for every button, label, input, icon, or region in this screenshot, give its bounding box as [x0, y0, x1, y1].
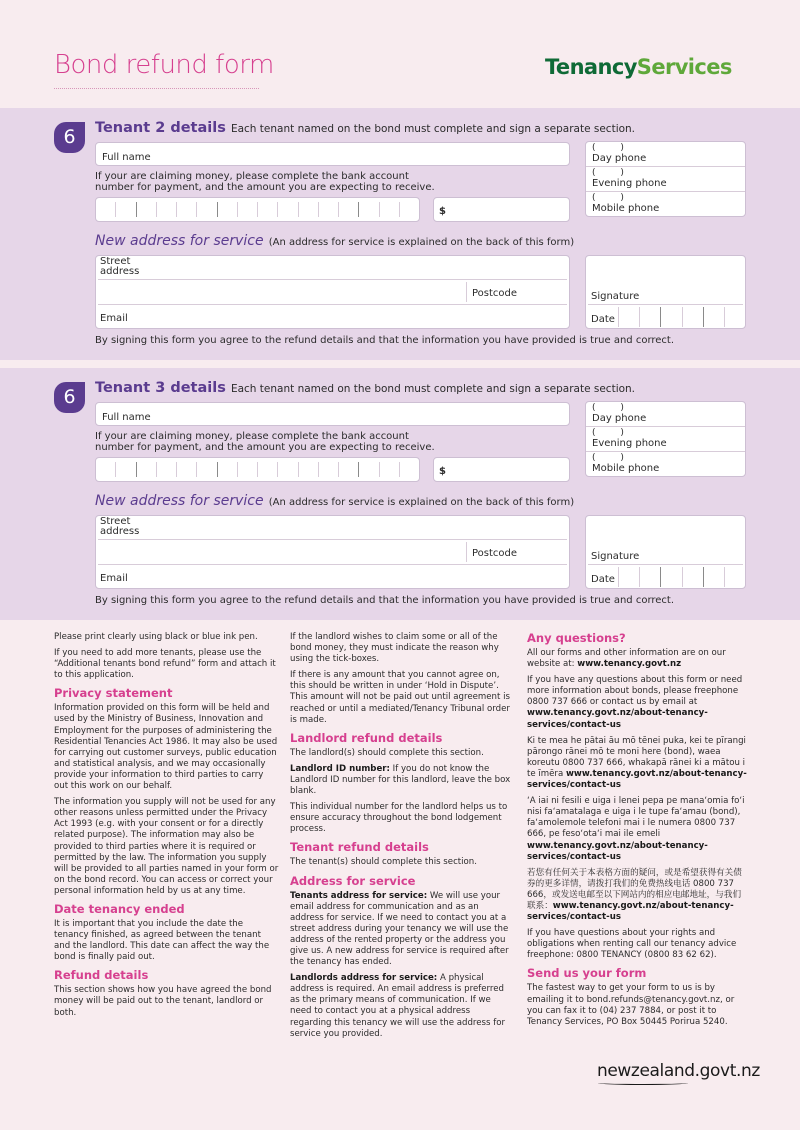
date-field[interactable]: [618, 565, 745, 589]
page-title: Bond refund form: [54, 50, 274, 80]
page-header: [0, 0, 800, 108]
tenancy-services-logo: TenancyServices: [545, 55, 732, 79]
contact-link[interactable]: www.tenancy.govt.nz/about-tenancy-services/contact-us: [527, 708, 708, 730]
evening-phone-field[interactable]: ( ) Evening phone: [586, 427, 745, 452]
address-heading: New address for service (An address for service is explained on the back of this form): [95, 233, 575, 249]
refund-details-heading: Refund details: [54, 968, 149, 983]
email-label: Email: [100, 573, 128, 584]
address-for-service-heading: Address for service: [290, 873, 416, 888]
tenant-2-section: [0, 108, 800, 360]
bank-instruction: If your are claiming money, please complete the bank account number for payment, and the amount you are expecting to receive.: [95, 171, 435, 193]
mobile-phone-field[interactable]: ( ) Mobile phone: [592, 193, 660, 214]
contact-link-maori[interactable]: www.tenancy.govt.nz/about-tenancy-services/contact-us: [527, 768, 747, 791]
address-fields: Street address Postcode Email: [95, 515, 570, 589]
evening-phone-field[interactable]: ( ) Evening phone: [586, 167, 745, 192]
phone-fields: [585, 141, 746, 217]
agreement-text: By signing this form you agree to the refund details and that the information you have provided is true and correct.: [95, 335, 675, 346]
section-number-badge: 6: [54, 122, 85, 153]
contact-link-samoan[interactable]: www.tenancy.govt.nz/about-tenancy-services/contact-us: [527, 840, 708, 862]
title-underline: [54, 88, 259, 89]
info-column-2: If the landlord wishes to claim some or all of the bond money, they must indicate the reason why using the tick-boxes. If there is any amount that you cannot agree on, this should be written in under ‘Hold in Dispute’. This amount will not be paid out until agreement is reached or until a mediated/Tenancy Tribunal order is made. Landlord refund details The landlord(s) should complete this section. Landlord ID number: If you do not know the Landlord ID number for this landlord, leave the box blank. This individual number for the landlord helps us to ensure accuracy throughout the bond lodgement process. Tenant refund details The tenant(s) should complete this section. Address for service Tenants address for service: We will use your email address for communication and as an address for service. If we need to contact you at a street address during your tenancy we will use the address of the rented property or the address you give us. A new address for service is required after the tenancy has ended. Landlords address for service: A physical address is required. An email address is preferred as the primary means of communication. If we need to contact you at a physical address regarding this tenancy we will use the address for service you provided.: [290, 632, 511, 1039]
send-form-heading: Send us your form: [527, 966, 647, 981]
postcode-label: Postcode: [472, 288, 518, 299]
postcode-label: Postcode: [472, 548, 518, 559]
email-label: Email: [100, 313, 128, 324]
day-phone-field[interactable]: ( ) Day phone: [586, 402, 745, 427]
day-phone-field[interactable]: ( ) Day phone: [586, 142, 745, 167]
agreement-text: By signing this form you agree to the refund details and that the information you have provided is true and correct.: [95, 595, 675, 606]
address-heading: New address for service (An address for service is explained on the back of this form): [95, 493, 575, 509]
mobile-phone-field[interactable]: ( ) Mobile phone: [592, 453, 660, 474]
section-title: Tenant 3 details Each tenant named on the bond must complete and sign a separate section.: [95, 380, 636, 396]
signature-field[interactable]: Signature Date: [585, 255, 746, 329]
nz-govt-logo-swoosh: [598, 1081, 688, 1085]
nz-govt-logo: newzealand.govt.nz: [597, 1061, 760, 1081]
questions-heading: Any questions?: [527, 631, 626, 645]
bank-instruction: If your are claiming money, please complete the bank account number for payment, and the amount you are expecting to receive.: [95, 431, 435, 453]
address-fields: Street address Postcode Email: [95, 255, 570, 329]
full-name-field[interactable]: Full name: [95, 142, 570, 166]
tenant-3-section: [0, 368, 800, 620]
full-name-field[interactable]: Full name: [95, 402, 570, 426]
info-column-3: Any questions? All our forms and other information are on our website at: www.tenancy.govt.nz If you have any questions about this form or need more information about bonds, please freephone 0800 737 666 or contact us by email at www.tenancy.govt.nz/about-tenancy-services/contact-us Ki te mea he pātai āu mō tēnei puka, kei te pīrangi pārongo rānei mō te moni here (bond), waea koreutu 0800 737 666, whakapā rānei ki a mātou i te īmēra www.tenancy.govt.nz/about-tenancy-services/contact-us ‘A iai ni fesili e uiga i lenei pepa pe mana‘omia fo‘i nisi fa‘amatalaga e uiga i le tupe fa‘amau (bond), fa‘amolemole telefoni mai i le numera 0800 737 666, pe feso‘ota‘i mai ile emeli www.tenancy.govt.nz/about-tenancy-services/contact-us 若您有任何关于本表格方面的疑问，或是希望获得有关债券的更多详情，请拨打我们的免费热线电话 0800 737 666，或发送电邮至以下网站内的相应电邮地址，与我们联系：www.tenancy.govt.nz/about-tenancy-services/contact-us If you have questions about your rights and obligations when renting call our tenancy advice freephone: 0800 TENANCY (0800 83 62 62). Send us your form The fastest way to get your form to us is by emailing it to bond.refunds@tenancy.govt.nz, or you can fax it to (04) 237 7884, or post it to Tenancy Services, PO Box 50445 Porirua 5240.: [527, 632, 749, 1033]
bank-account-field[interactable]: [95, 197, 420, 222]
date-field[interactable]: [618, 305, 745, 329]
street-address-field[interactable]: [98, 516, 567, 540]
contact-link-chinese[interactable]: www.tenancy.govt.nz/about-tenancy-services/contact-us: [527, 900, 734, 923]
tenant-refund-heading: Tenant refund details: [290, 840, 429, 855]
amount-field[interactable]: $: [433, 197, 570, 222]
privacy-heading: Privacy statement: [54, 686, 173, 701]
signature-field[interactable]: Signature Date: [585, 515, 746, 589]
bank-account-field[interactable]: [95, 457, 420, 482]
amount-field[interactable]: $: [433, 457, 570, 482]
info-column-1: Please print clearly using black or blue ink pen. If you need to add more tenants, please use the “Additional tenants bond refund” form and attach it to this application. Privacy statement Information provided on this form will be held and used by the Ministry of Business, Innovation and Employment for the purposes of administering the Residential Tenancies Act 1986. It may also be used for carrying out customer surveys, public education and statistical analysis, and we may occasionally provide your information to third parties to carry out this work on our behalf. The information you supply will not be used for any other reasons unless permitted under the Privacy Act 1993 (e.g. with your consent or for a directly related purpose). The information may also be provided to third parties where it is required or permitted by the law. The information you supply will be provided to all parties named in your form or on the bond record. You can access or correct your personal information held by us at any time. Date tenancy ended It is important that you include the date the tenancy finished, as agreed between the tenant and the landlord. This date can affect the way the bond is finally paid out. Refund details This section shows how you have agreed the bond money will be paid out to the tenant, landlord or both.: [54, 632, 279, 1018]
section-title: Tenant 2 details Each tenant named on the bond must complete and sign a separate section.: [95, 120, 636, 136]
phone-fields: [585, 401, 746, 477]
street-address-field[interactable]: [98, 256, 567, 280]
website-link[interactable]: www.tenancy.govt.nz: [577, 659, 682, 670]
section-number-badge: 6: [54, 382, 85, 413]
date-tenancy-heading: Date tenancy ended: [54, 901, 185, 916]
section-divider: [0, 360, 800, 368]
landlord-refund-heading: Landlord refund details: [290, 730, 443, 745]
